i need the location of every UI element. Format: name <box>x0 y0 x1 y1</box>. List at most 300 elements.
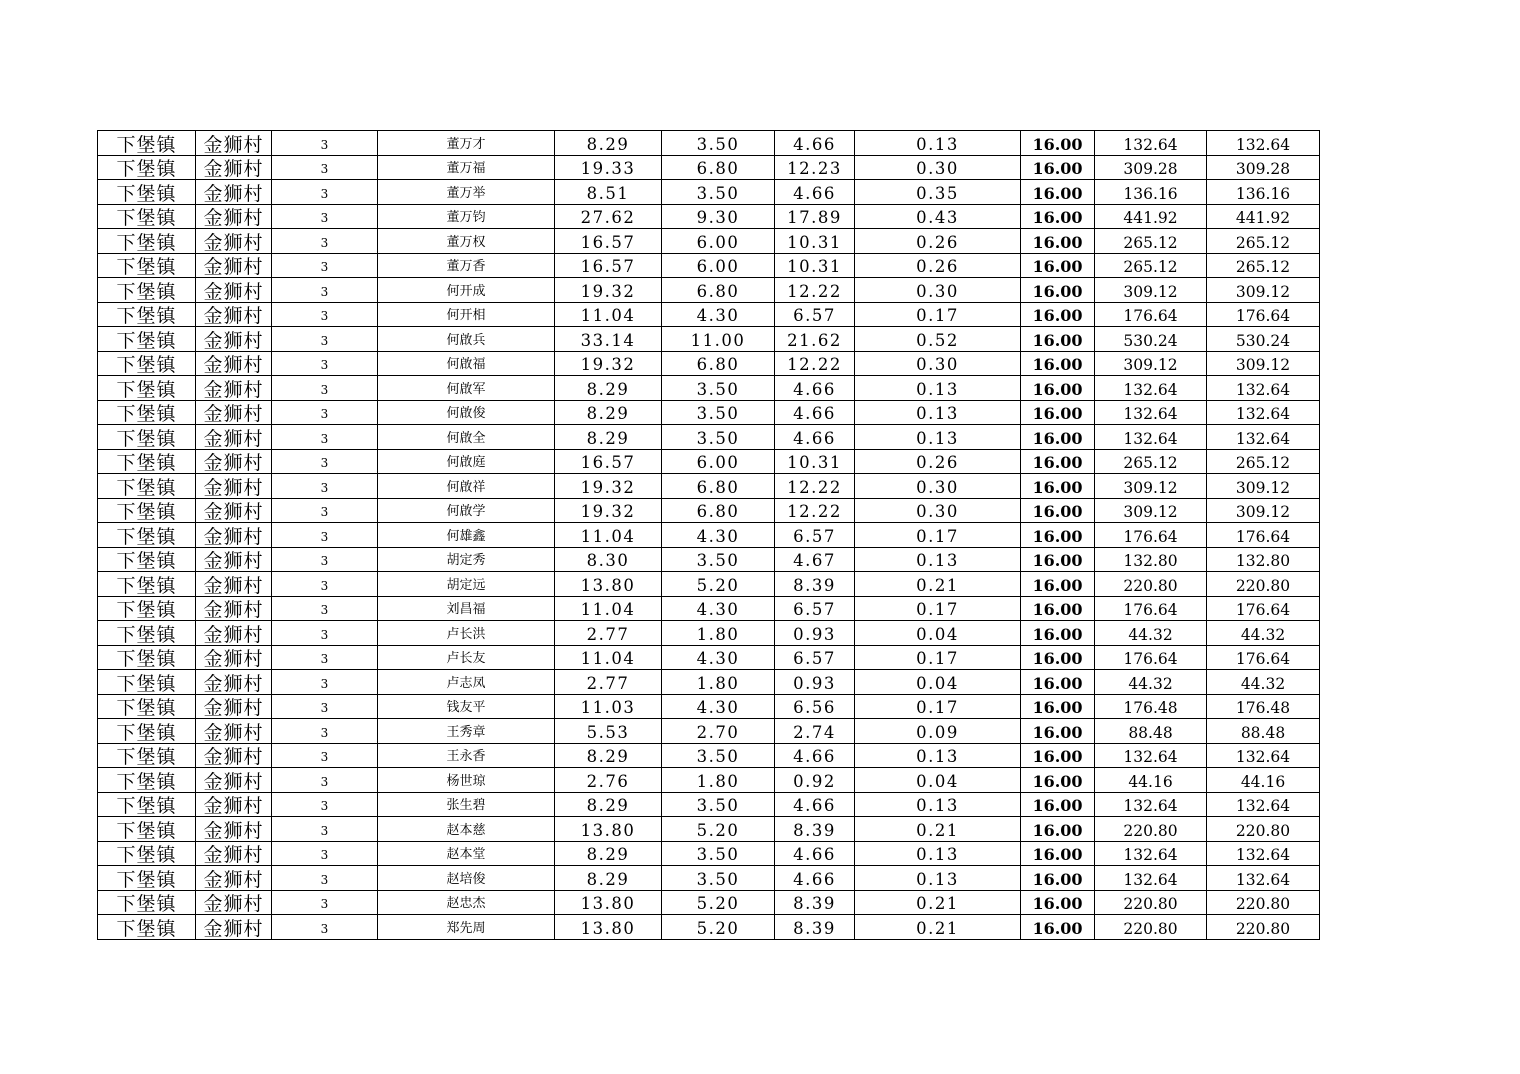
village-cell: 金狮村 <box>196 376 272 401</box>
table-row <box>98 229 1320 254</box>
town-cell: 下堡镇 <box>98 596 196 621</box>
group-cell: 3 <box>272 596 378 621</box>
name-cell: 钱友平 <box>378 694 555 719</box>
table-row <box>98 915 1320 940</box>
value-cell-2: 3.50 <box>662 400 775 425</box>
group-cell: 3 <box>272 572 378 597</box>
amount-cell-2: 220.80 <box>1207 915 1320 940</box>
value-cell-4: 0.13 <box>855 131 1021 156</box>
value-cell-1: 8.30 <box>555 547 662 572</box>
name-cell: 何啟兵 <box>378 327 555 352</box>
village-cell: 金狮村 <box>196 719 272 744</box>
amount-cell-2: 132.64 <box>1207 866 1320 891</box>
town-cell: 下堡镇 <box>98 792 196 817</box>
group-cell: 3 <box>272 278 378 303</box>
value-cell-3: 4.66 <box>775 131 855 156</box>
price-cell: 16.00 <box>1021 204 1095 229</box>
name-cell: 何开成 <box>378 278 555 303</box>
group-cell: 3 <box>272 645 378 670</box>
town-cell: 下堡镇 <box>98 351 196 376</box>
amount-cell-1: 176.48 <box>1095 694 1207 719</box>
amount-cell-1: 176.64 <box>1095 596 1207 621</box>
group-cell: 3 <box>272 425 378 450</box>
value-cell-4: 0.26 <box>855 229 1021 254</box>
value-cell-3: 10.31 <box>775 229 855 254</box>
name-cell: 赵本堂 <box>378 841 555 866</box>
amount-cell-1: 309.12 <box>1095 498 1207 523</box>
value-cell-3: 4.66 <box>775 743 855 768</box>
group-cell: 3 <box>272 792 378 817</box>
value-cell-2: 6.00 <box>662 449 775 474</box>
price-cell: 16.00 <box>1021 229 1095 254</box>
price-cell: 16.00 <box>1021 890 1095 915</box>
table-row <box>98 155 1320 180</box>
table-row <box>98 523 1320 548</box>
value-cell-1: 8.29 <box>555 400 662 425</box>
amount-cell-2: 132.64 <box>1207 841 1320 866</box>
village-cell: 金狮村 <box>196 498 272 523</box>
price-cell: 16.00 <box>1021 915 1095 940</box>
value-cell-4: 0.21 <box>855 572 1021 597</box>
data-table <box>97 130 1320 940</box>
value-cell-4: 0.13 <box>855 841 1021 866</box>
amount-cell-1: 220.80 <box>1095 572 1207 597</box>
price-cell: 16.00 <box>1021 792 1095 817</box>
amount-cell-1: 88.48 <box>1095 719 1207 744</box>
amount-cell-2: 265.12 <box>1207 229 1320 254</box>
group-cell: 3 <box>272 449 378 474</box>
group-cell: 3 <box>272 915 378 940</box>
value-cell-3: 6.57 <box>775 523 855 548</box>
price-cell: 16.00 <box>1021 474 1095 499</box>
name-cell: 何啟俊 <box>378 400 555 425</box>
amount-cell-2: 176.48 <box>1207 694 1320 719</box>
name-cell: 何啟福 <box>378 351 555 376</box>
village-cell: 金狮村 <box>196 743 272 768</box>
town-cell: 下堡镇 <box>98 180 196 205</box>
village-cell: 金狮村 <box>196 278 272 303</box>
group-cell: 3 <box>272 841 378 866</box>
value-cell-1: 19.32 <box>555 498 662 523</box>
value-cell-2: 3.50 <box>662 180 775 205</box>
table-row <box>98 866 1320 891</box>
amount-cell-1: 176.64 <box>1095 645 1207 670</box>
group-cell: 3 <box>272 131 378 156</box>
value-cell-3: 6.57 <box>775 596 855 621</box>
village-cell: 金狮村 <box>196 155 272 180</box>
value-cell-1: 13.80 <box>555 817 662 842</box>
amount-cell-1: 265.12 <box>1095 449 1207 474</box>
price-cell: 16.00 <box>1021 180 1095 205</box>
amount-cell-2: 530.24 <box>1207 327 1320 352</box>
amount-cell-1: 220.80 <box>1095 817 1207 842</box>
value-cell-3: 8.39 <box>775 915 855 940</box>
table-row <box>98 351 1320 376</box>
value-cell-3: 0.92 <box>775 768 855 793</box>
value-cell-2: 3.50 <box>662 425 775 450</box>
village-cell: 金狮村 <box>196 523 272 548</box>
value-cell-4: 0.13 <box>855 376 1021 401</box>
amount-cell-2: 44.16 <box>1207 768 1320 793</box>
value-cell-1: 13.80 <box>555 915 662 940</box>
village-cell: 金狮村 <box>196 694 272 719</box>
value-cell-2: 11.00 <box>662 327 775 352</box>
village-cell: 金狮村 <box>196 425 272 450</box>
amount-cell-2: 265.12 <box>1207 253 1320 278</box>
value-cell-2: 4.30 <box>662 302 775 327</box>
value-cell-3: 6.57 <box>775 645 855 670</box>
value-cell-2: 1.80 <box>662 670 775 695</box>
amount-cell-2: 309.12 <box>1207 351 1320 376</box>
value-cell-2: 6.80 <box>662 474 775 499</box>
value-cell-3: 12.22 <box>775 498 855 523</box>
amount-cell-1: 441.92 <box>1095 204 1207 229</box>
name-cell: 何啟全 <box>378 425 555 450</box>
name-cell: 何开相 <box>378 302 555 327</box>
amount-cell-1: 136.16 <box>1095 180 1207 205</box>
value-cell-4: 0.17 <box>855 302 1021 327</box>
value-cell-4: 0.21 <box>855 890 1021 915</box>
value-cell-4: 0.30 <box>855 278 1021 303</box>
value-cell-4: 0.52 <box>855 327 1021 352</box>
value-cell-2: 5.20 <box>662 572 775 597</box>
group-cell: 3 <box>272 376 378 401</box>
town-cell: 下堡镇 <box>98 547 196 572</box>
value-cell-4: 0.30 <box>855 498 1021 523</box>
table-row <box>98 719 1320 744</box>
table-row <box>98 302 1320 327</box>
village-cell: 金狮村 <box>196 547 272 572</box>
town-cell: 下堡镇 <box>98 131 196 156</box>
value-cell-1: 13.80 <box>555 572 662 597</box>
table-row <box>98 278 1320 303</box>
value-cell-1: 8.29 <box>555 792 662 817</box>
table-row <box>98 572 1320 597</box>
table-row <box>98 670 1320 695</box>
amount-cell-2: 441.92 <box>1207 204 1320 229</box>
price-cell: 16.00 <box>1021 768 1095 793</box>
group-cell: 3 <box>272 719 378 744</box>
name-cell: 赵本慈 <box>378 817 555 842</box>
amount-cell-2: 220.80 <box>1207 890 1320 915</box>
amount-cell-2: 309.12 <box>1207 498 1320 523</box>
amount-cell-1: 309.12 <box>1095 474 1207 499</box>
value-cell-1: 5.53 <box>555 719 662 744</box>
name-cell: 何雄鑫 <box>378 523 555 548</box>
table-row <box>98 890 1320 915</box>
value-cell-2: 2.70 <box>662 719 775 744</box>
table-row <box>98 400 1320 425</box>
amount-cell-2: 44.32 <box>1207 621 1320 646</box>
value-cell-4: 0.17 <box>855 694 1021 719</box>
amount-cell-1: 44.32 <box>1095 621 1207 646</box>
group-cell: 3 <box>272 253 378 278</box>
amount-cell-1: 132.64 <box>1095 131 1207 156</box>
table-row <box>98 253 1320 278</box>
value-cell-3: 12.22 <box>775 351 855 376</box>
value-cell-3: 4.66 <box>775 841 855 866</box>
price-cell: 16.00 <box>1021 645 1095 670</box>
value-cell-3: 0.93 <box>775 621 855 646</box>
value-cell-2: 1.80 <box>662 768 775 793</box>
price-cell: 16.00 <box>1021 841 1095 866</box>
price-cell: 16.00 <box>1021 572 1095 597</box>
value-cell-2: 3.50 <box>662 376 775 401</box>
price-cell: 16.00 <box>1021 425 1095 450</box>
price-cell: 16.00 <box>1021 743 1095 768</box>
value-cell-3: 0.93 <box>775 670 855 695</box>
amount-cell-1: 44.16 <box>1095 768 1207 793</box>
name-cell: 董万福 <box>378 155 555 180</box>
name-cell: 刘昌福 <box>378 596 555 621</box>
amount-cell-1: 220.80 <box>1095 890 1207 915</box>
group-cell: 3 <box>272 547 378 572</box>
price-cell: 16.00 <box>1021 155 1095 180</box>
group-cell: 3 <box>272 866 378 891</box>
town-cell: 下堡镇 <box>98 449 196 474</box>
table-row <box>98 204 1320 229</box>
amount-cell-2: 88.48 <box>1207 719 1320 744</box>
village-cell: 金狮村 <box>196 351 272 376</box>
value-cell-3: 6.57 <box>775 302 855 327</box>
group-cell: 3 <box>272 302 378 327</box>
value-cell-4: 0.26 <box>855 449 1021 474</box>
price-cell: 16.00 <box>1021 523 1095 548</box>
amount-cell-2: 132.80 <box>1207 547 1320 572</box>
table-row <box>98 817 1320 842</box>
village-cell: 金狮村 <box>196 645 272 670</box>
village-cell: 金狮村 <box>196 890 272 915</box>
value-cell-1: 8.29 <box>555 425 662 450</box>
amount-cell-2: 132.64 <box>1207 400 1320 425</box>
table-row <box>98 694 1320 719</box>
value-cell-1: 19.32 <box>555 474 662 499</box>
value-cell-4: 0.09 <box>855 719 1021 744</box>
town-cell: 下堡镇 <box>98 155 196 180</box>
village-cell: 金狮村 <box>196 204 272 229</box>
table-row <box>98 449 1320 474</box>
table-row <box>98 498 1320 523</box>
value-cell-4: 0.13 <box>855 743 1021 768</box>
price-cell: 16.00 <box>1021 719 1095 744</box>
value-cell-2: 3.50 <box>662 743 775 768</box>
value-cell-1: 33.14 <box>555 327 662 352</box>
value-cell-4: 0.17 <box>855 523 1021 548</box>
price-cell: 16.00 <box>1021 498 1095 523</box>
group-cell: 3 <box>272 204 378 229</box>
group-cell: 3 <box>272 180 378 205</box>
value-cell-3: 4.66 <box>775 180 855 205</box>
town-cell: 下堡镇 <box>98 694 196 719</box>
value-cell-1: 27.62 <box>555 204 662 229</box>
value-cell-1: 16.57 <box>555 449 662 474</box>
village-cell: 金狮村 <box>196 131 272 156</box>
amount-cell-2: 176.64 <box>1207 302 1320 327</box>
village-cell: 金狮村 <box>196 474 272 499</box>
group-cell: 3 <box>272 621 378 646</box>
table-row <box>98 131 1320 156</box>
value-cell-1: 11.04 <box>555 302 662 327</box>
group-cell: 3 <box>272 768 378 793</box>
village-cell: 金狮村 <box>196 768 272 793</box>
value-cell-1: 19.33 <box>555 155 662 180</box>
value-cell-1: 8.29 <box>555 376 662 401</box>
name-cell: 董万权 <box>378 229 555 254</box>
value-cell-2: 1.80 <box>662 621 775 646</box>
table-row <box>98 645 1320 670</box>
town-cell: 下堡镇 <box>98 743 196 768</box>
amount-cell-2: 132.64 <box>1207 792 1320 817</box>
value-cell-3: 21.62 <box>775 327 855 352</box>
value-cell-4: 0.43 <box>855 204 1021 229</box>
value-cell-1: 11.04 <box>555 596 662 621</box>
table-row <box>98 180 1320 205</box>
value-cell-4: 0.30 <box>855 474 1021 499</box>
amount-cell-2: 265.12 <box>1207 449 1320 474</box>
value-cell-1: 13.80 <box>555 890 662 915</box>
value-cell-3: 12.23 <box>775 155 855 180</box>
value-cell-2: 6.00 <box>662 253 775 278</box>
group-cell: 3 <box>272 523 378 548</box>
value-cell-3: 4.66 <box>775 792 855 817</box>
amount-cell-2: 309.12 <box>1207 474 1320 499</box>
village-cell: 金狮村 <box>196 817 272 842</box>
village-cell: 金狮村 <box>196 915 272 940</box>
village-cell: 金狮村 <box>196 449 272 474</box>
value-cell-3: 4.67 <box>775 547 855 572</box>
amount-cell-1: 44.32 <box>1095 670 1207 695</box>
value-cell-3: 8.39 <box>775 890 855 915</box>
name-cell: 王永香 <box>378 743 555 768</box>
amount-cell-1: 220.80 <box>1095 915 1207 940</box>
table-row <box>98 327 1320 352</box>
value-cell-2: 6.00 <box>662 229 775 254</box>
group-cell: 3 <box>272 817 378 842</box>
town-cell: 下堡镇 <box>98 302 196 327</box>
group-cell: 3 <box>272 474 378 499</box>
town-cell: 下堡镇 <box>98 278 196 303</box>
group-cell: 3 <box>272 229 378 254</box>
village-cell: 金狮村 <box>196 400 272 425</box>
value-cell-3: 8.39 <box>775 572 855 597</box>
value-cell-2: 6.80 <box>662 498 775 523</box>
amount-cell-2: 220.80 <box>1207 572 1320 597</box>
value-cell-1: 8.29 <box>555 866 662 891</box>
price-cell: 16.00 <box>1021 596 1095 621</box>
amount-cell-2: 176.64 <box>1207 523 1320 548</box>
amount-cell-2: 176.64 <box>1207 596 1320 621</box>
value-cell-2: 3.50 <box>662 547 775 572</box>
price-cell: 16.00 <box>1021 866 1095 891</box>
value-cell-1: 8.29 <box>555 841 662 866</box>
value-cell-4: 0.13 <box>855 400 1021 425</box>
town-cell: 下堡镇 <box>98 572 196 597</box>
price-cell: 16.00 <box>1021 302 1095 327</box>
value-cell-3: 4.66 <box>775 376 855 401</box>
amount-cell-2: 309.28 <box>1207 155 1320 180</box>
name-cell: 卢长友 <box>378 645 555 670</box>
value-cell-2: 4.30 <box>662 645 775 670</box>
price-cell: 16.00 <box>1021 817 1095 842</box>
amount-cell-1: 132.64 <box>1095 400 1207 425</box>
value-cell-4: 0.17 <box>855 645 1021 670</box>
name-cell: 董万举 <box>378 180 555 205</box>
town-cell: 下堡镇 <box>98 621 196 646</box>
amount-cell-1: 309.28 <box>1095 155 1207 180</box>
value-cell-1: 2.77 <box>555 621 662 646</box>
group-cell: 3 <box>272 694 378 719</box>
amount-cell-2: 132.64 <box>1207 376 1320 401</box>
price-cell: 16.00 <box>1021 351 1095 376</box>
town-cell: 下堡镇 <box>98 229 196 254</box>
name-cell: 董万香 <box>378 253 555 278</box>
amount-cell-2: 220.80 <box>1207 817 1320 842</box>
town-cell: 下堡镇 <box>98 670 196 695</box>
town-cell: 下堡镇 <box>98 523 196 548</box>
table-body <box>98 131 1320 940</box>
amount-cell-1: 530.24 <box>1095 327 1207 352</box>
amount-cell-2: 136.16 <box>1207 180 1320 205</box>
town-cell: 下堡镇 <box>98 719 196 744</box>
value-cell-4: 0.13 <box>855 425 1021 450</box>
value-cell-2: 3.50 <box>662 841 775 866</box>
amount-cell-1: 132.64 <box>1095 841 1207 866</box>
value-cell-1: 19.32 <box>555 278 662 303</box>
group-cell: 3 <box>272 890 378 915</box>
value-cell-2: 9.30 <box>662 204 775 229</box>
value-cell-4: 0.30 <box>855 155 1021 180</box>
group-cell: 3 <box>272 351 378 376</box>
value-cell-3: 4.66 <box>775 866 855 891</box>
amount-cell-1: 132.64 <box>1095 743 1207 768</box>
town-cell: 下堡镇 <box>98 645 196 670</box>
value-cell-2: 3.50 <box>662 792 775 817</box>
village-cell: 金狮村 <box>196 180 272 205</box>
amount-cell-1: 132.80 <box>1095 547 1207 572</box>
value-cell-2: 6.80 <box>662 155 775 180</box>
name-cell: 王秀章 <box>378 719 555 744</box>
name-cell: 赵忠杰 <box>378 890 555 915</box>
town-cell: 下堡镇 <box>98 376 196 401</box>
name-cell: 何啟庭 <box>378 449 555 474</box>
table-row <box>98 768 1320 793</box>
price-cell: 16.00 <box>1021 131 1095 156</box>
value-cell-3: 12.22 <box>775 474 855 499</box>
price-cell: 16.00 <box>1021 670 1095 695</box>
value-cell-4: 0.04 <box>855 621 1021 646</box>
value-cell-4: 0.21 <box>855 817 1021 842</box>
value-cell-3: 17.89 <box>775 204 855 229</box>
value-cell-2: 5.20 <box>662 817 775 842</box>
value-cell-1: 11.04 <box>555 523 662 548</box>
price-cell: 16.00 <box>1021 621 1095 646</box>
name-cell: 董万钧 <box>378 204 555 229</box>
value-cell-4: 0.26 <box>855 253 1021 278</box>
price-cell: 16.00 <box>1021 547 1095 572</box>
amount-cell-1: 176.64 <box>1095 302 1207 327</box>
value-cell-3: 10.31 <box>775 449 855 474</box>
value-cell-3: 6.56 <box>775 694 855 719</box>
name-cell: 胡定远 <box>378 572 555 597</box>
value-cell-1: 2.77 <box>555 670 662 695</box>
town-cell: 下堡镇 <box>98 253 196 278</box>
table-row <box>98 376 1320 401</box>
town-cell: 下堡镇 <box>98 768 196 793</box>
village-cell: 金狮村 <box>196 302 272 327</box>
group-cell: 3 <box>272 155 378 180</box>
name-cell: 董万才 <box>378 131 555 156</box>
village-cell: 金狮村 <box>196 572 272 597</box>
